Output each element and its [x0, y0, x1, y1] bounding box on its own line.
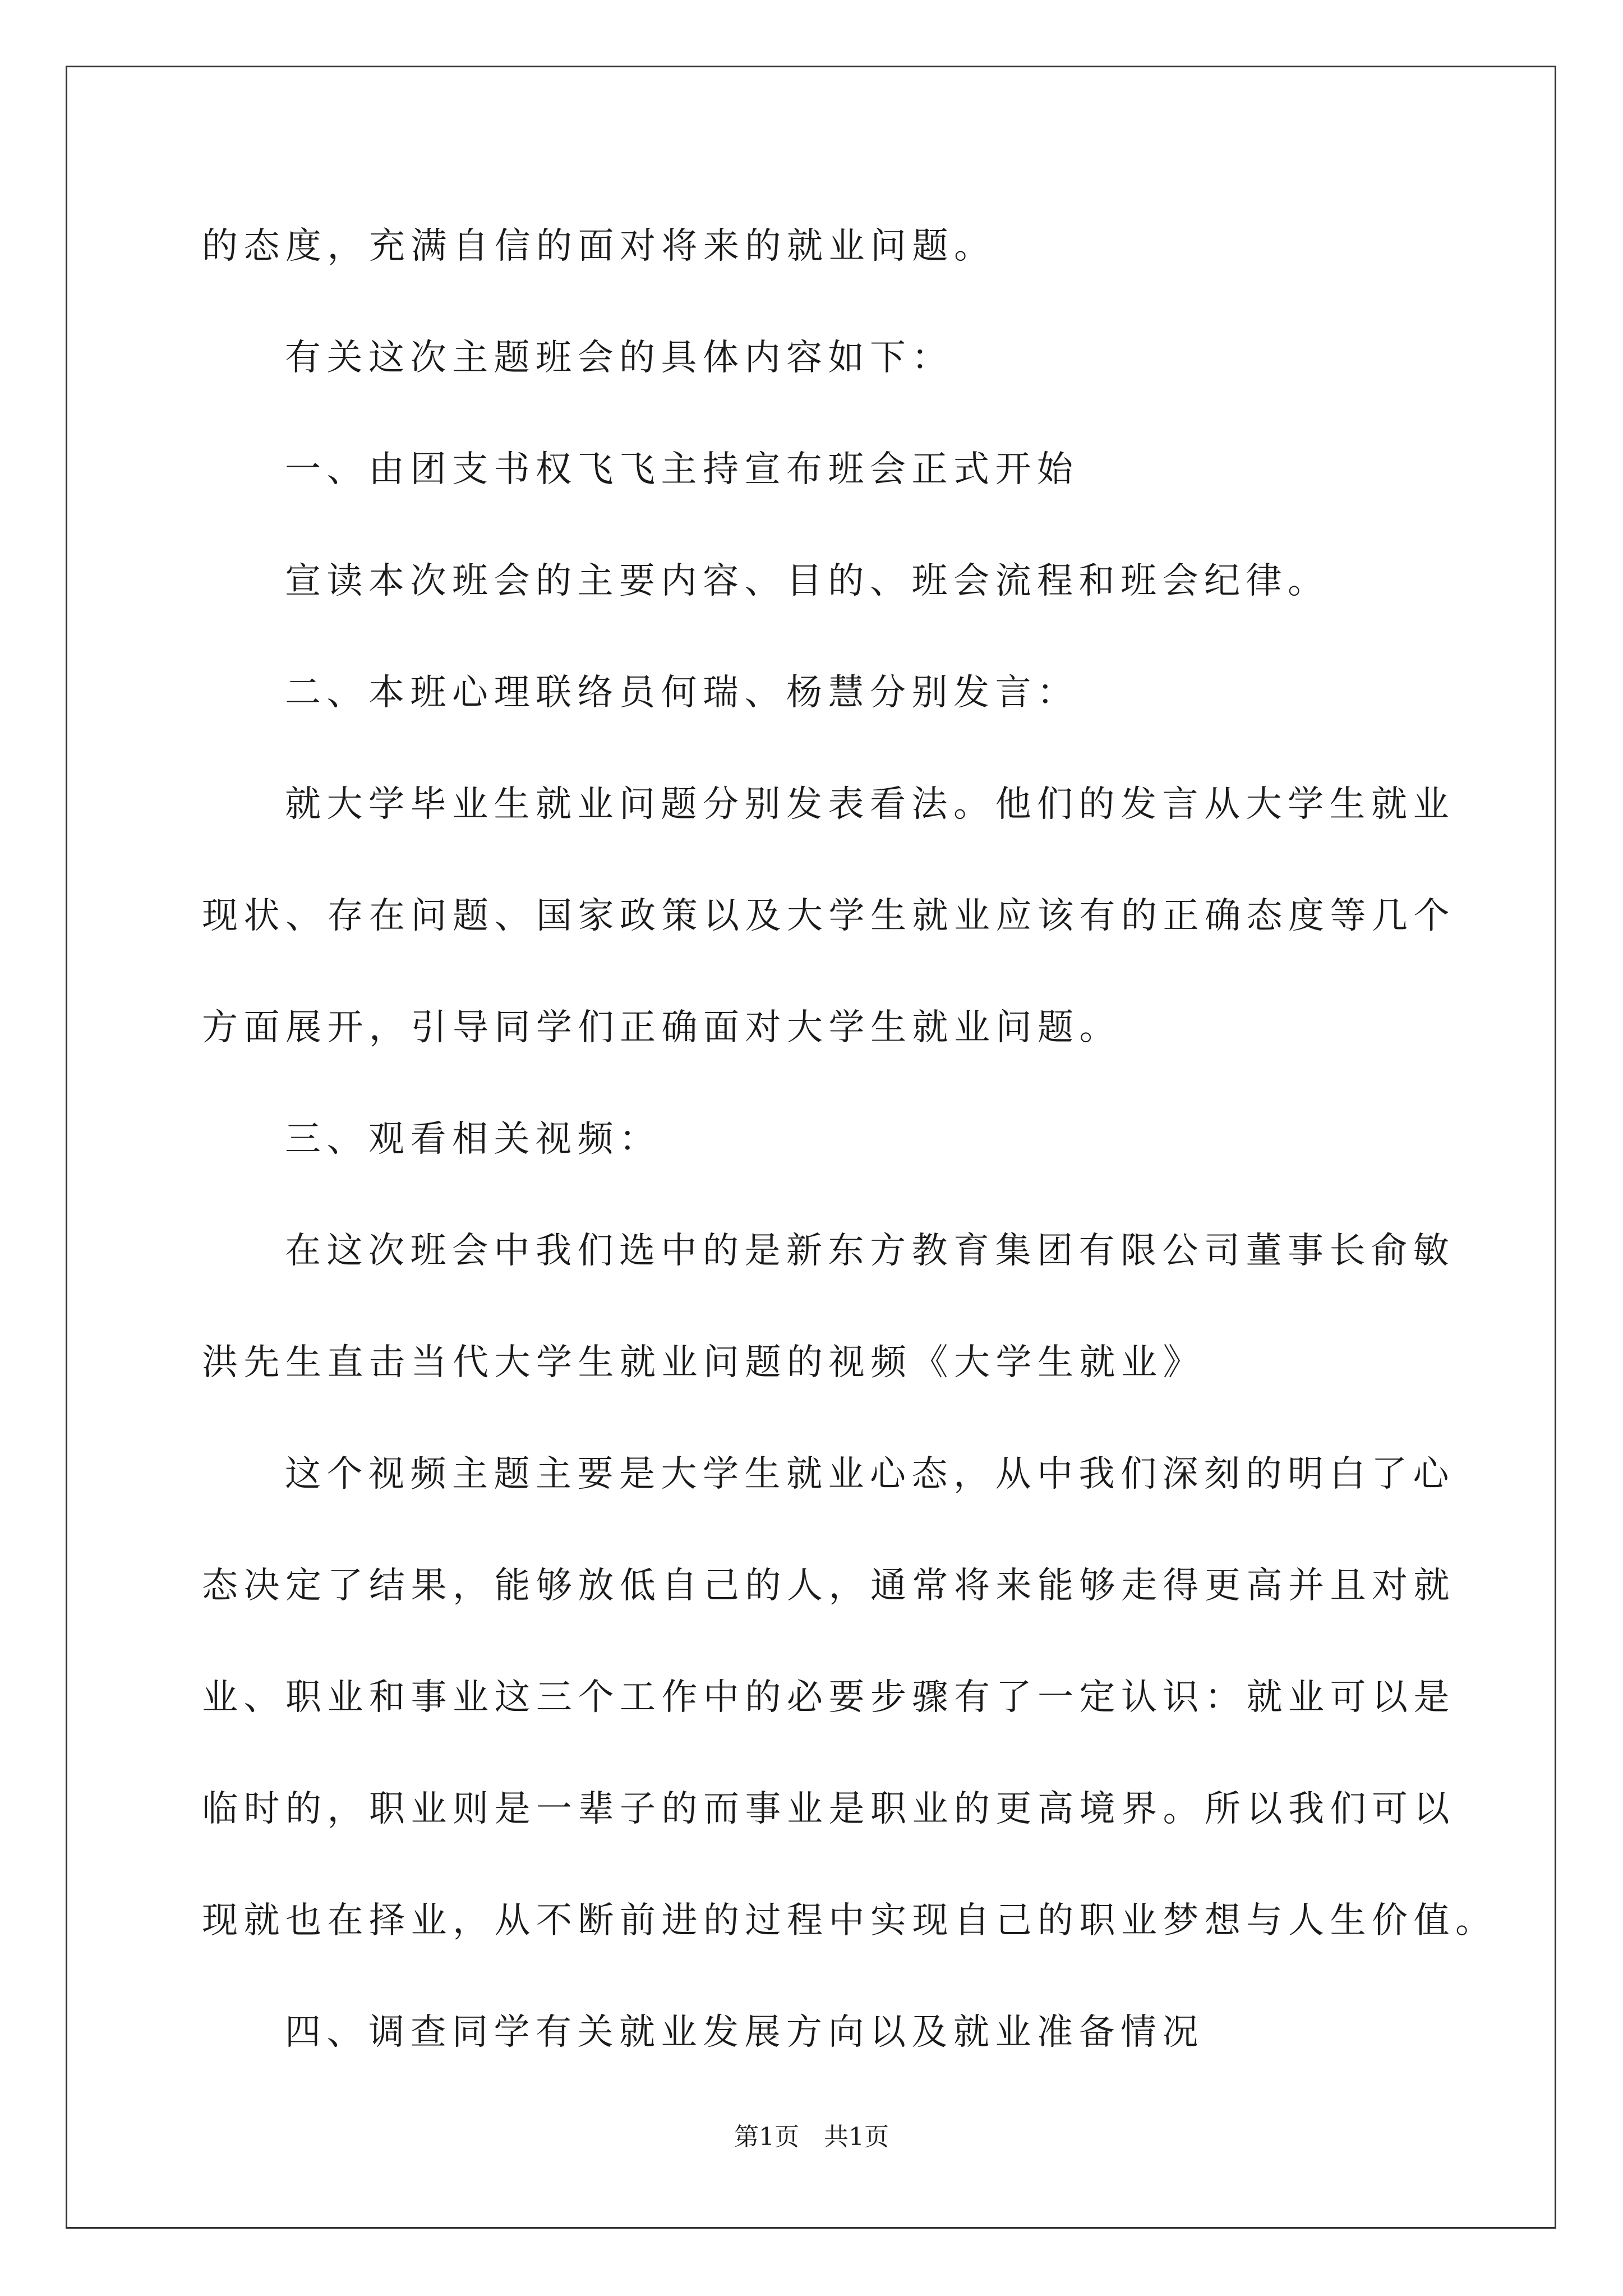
text-line: 三、观看相关视频： [285, 1119, 661, 1160]
text-line: 有关这次主题班会的具体内容如下： [285, 337, 953, 379]
text-line: 现状、存在问题、国家政策以及大学生就业应该有的正确态度等几个 [202, 895, 1455, 937]
text-line: 临时的，职业则是一辈子的而事业是职业的更高境界。所以我们可以 [202, 1788, 1455, 1830]
text-line: 二、本班心理联络员何瑞、杨慧分别发言： [285, 672, 1079, 714]
text-line: 在这次班会中我们选中的是新东方教育集团有限公司董事长俞敏 [285, 1230, 1455, 1272]
text-line: 现就也在择业，从不断前进的过程中实现自己的职业梦想与人生价值。 [202, 1900, 1497, 1941]
text-line: 态决定了结果，能够放低自己的人，通常将来能够走得更高并且对就 [202, 1565, 1455, 1607]
text-line: 就大学毕业生就业问题分别发表看法。他们的发言从大学生就业 [285, 784, 1455, 825]
page-number: 第1页 共1页 [734, 2123, 889, 2151]
text-line: 一、由团支书权飞飞主持宣布班会正式开始 [285, 449, 1079, 490]
text-line: 这个视频主题主要是大学生就业心态，从中我们深刻的明白了心 [285, 1453, 1455, 1495]
text-line: 洪先生直击当代大学生就业问题的视频《大学生就业》 [202, 1342, 1205, 1383]
text-line: 的态度，充满自信的面对将来的就业问题。 [202, 226, 996, 267]
text-line: 方面展开，引导同学们正确面对大学生就业问题。 [202, 1007, 1121, 1048]
text-line: 四、调查同学有关就业发展方向以及就业准备情况 [285, 2012, 1204, 2053]
text-line: 业、职业和事业这三个工作中的必要步骤有了一定认识：就业可以是 [202, 1677, 1455, 1718]
text-line: 宣读本次班会的主要内容、目的、班会流程和班会纪律。 [285, 560, 1330, 602]
